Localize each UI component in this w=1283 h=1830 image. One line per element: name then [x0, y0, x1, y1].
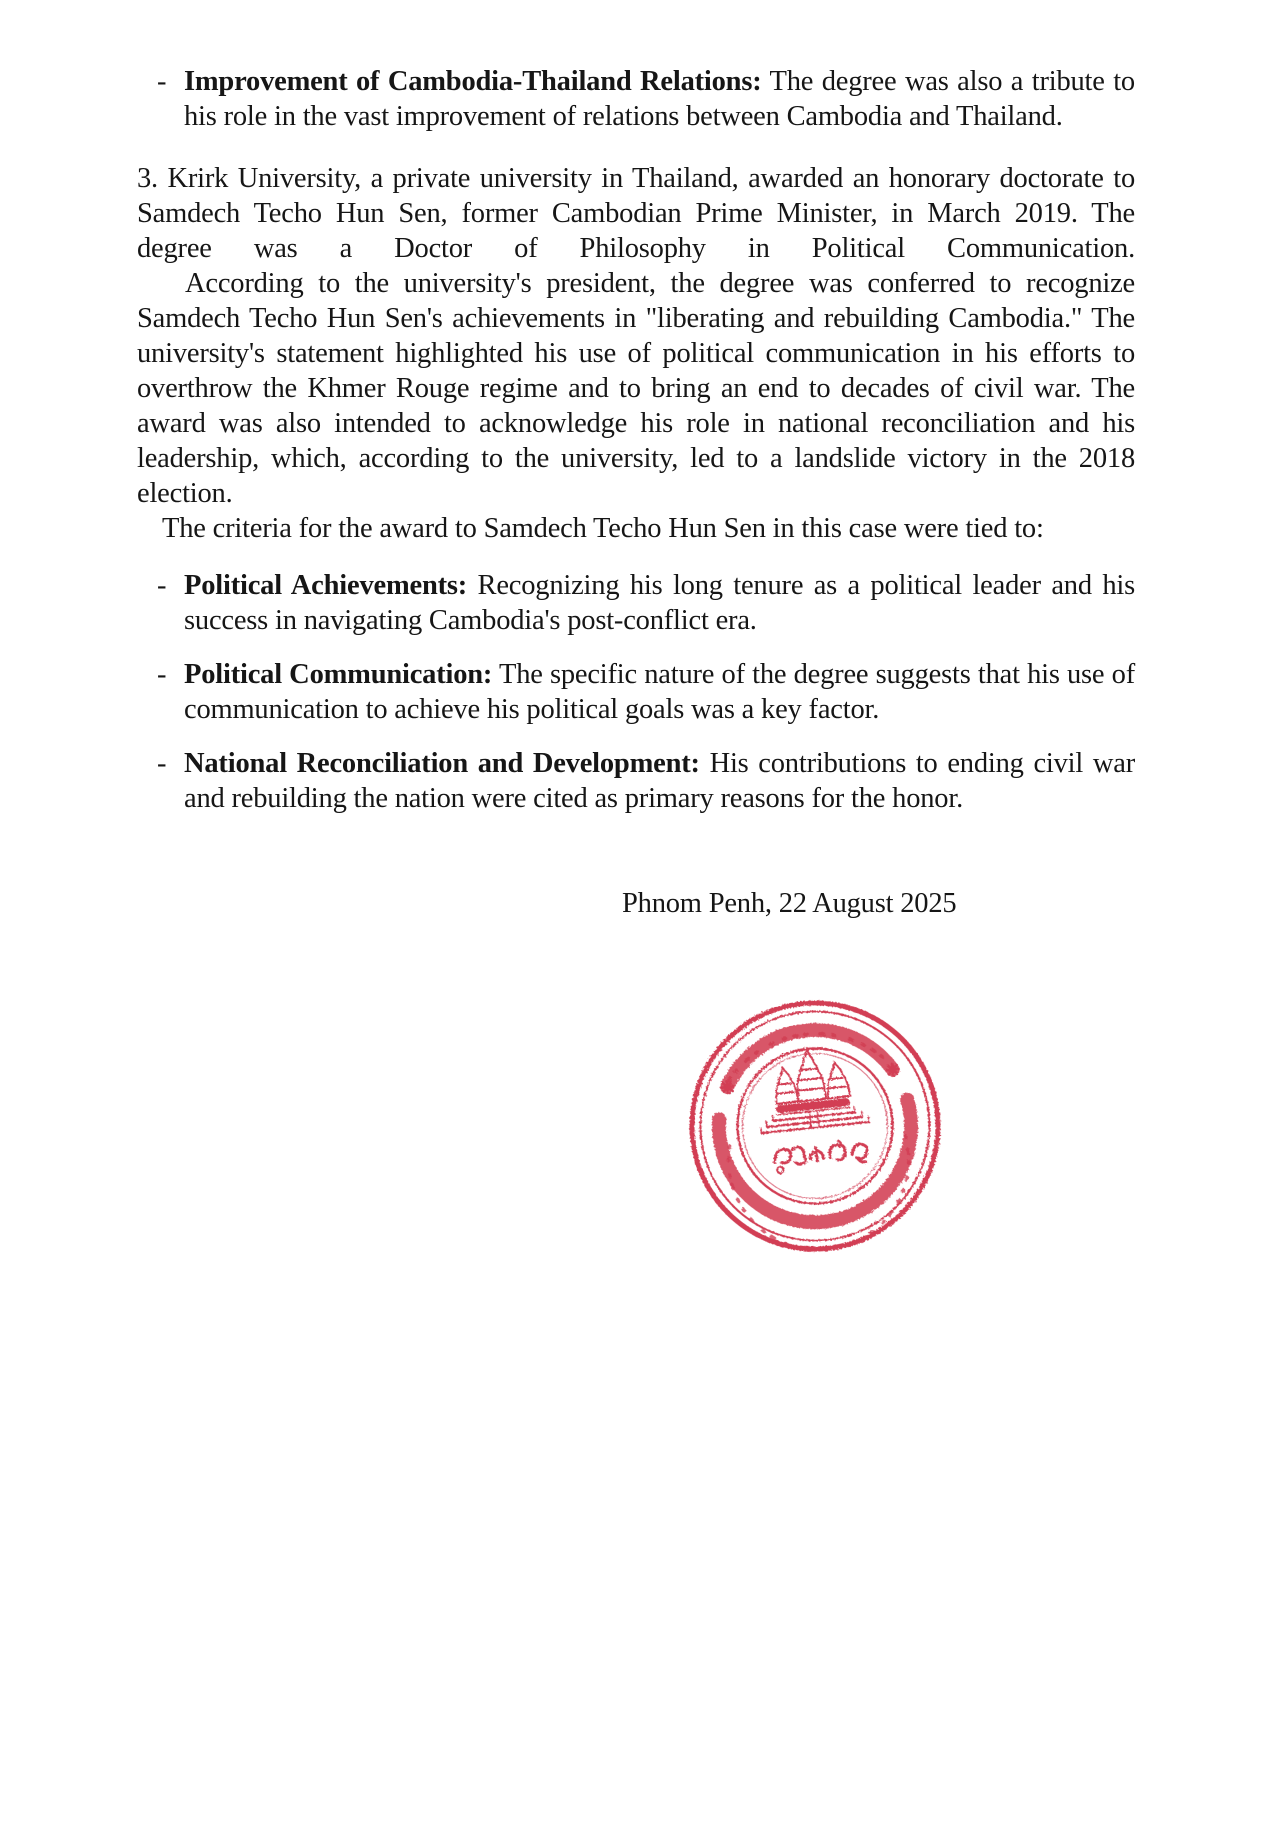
bullet-label: Improvement of Cambodia-Thailand Relations:	[184, 66, 762, 97]
dateline: Phnom Penh, 22 August 2025	[622, 888, 957, 919]
bullet-text	[184, 64, 1135, 134]
bullet-dash: -	[157, 66, 167, 97]
stamp-inner-ring	[730, 1041, 900, 1211]
criteria-bullet-list	[137, 568, 1135, 816]
stamp-top-arc-text	[722, 1022, 892, 1087]
list-item	[137, 657, 1135, 727]
bullet-dash: -	[157, 748, 167, 779]
document-body	[137, 64, 1135, 921]
bullet-body: Recognizing his long tenure as a political leader and his success in navigating Cambodia's post-conflict era.	[184, 570, 1135, 636]
stamp-center-khmer-text	[773, 1138, 869, 1174]
bullet-text	[184, 568, 1135, 638]
bullet-body: The degree was also a tribute to his role in the vast improvement of relations between Cambodia and Thailand.	[184, 66, 1135, 132]
bullet-text	[184, 657, 1135, 727]
bullet-body: His contributions to ending civil war and rebuilding the nation were cited as primary reasons for the honor.	[184, 748, 1135, 814]
bullet-body: The specific nature of the degree suggests that his use of communication to achieve his political goals was a key factor.	[184, 659, 1135, 725]
bullet-dash: -	[157, 570, 167, 601]
paragraph-krirk-university: 3. Krirk University, a private university in Thailand, awarded an honorary doctorate to Samdech Techo Hun Sen, former Cambodian Prime Minister, in March 2019. The degree was a Doctor of Philosophy in Political Communication.	[137, 163, 1135, 264]
list-item	[137, 568, 1135, 638]
angkor-wat-emblem	[753, 1044, 869, 1133]
bullet-label: Political Achievements:	[184, 570, 468, 601]
bullet-dash: -	[157, 659, 167, 690]
list-item	[137, 64, 1135, 134]
bullet-text	[184, 746, 1135, 816]
stamp-bottom-arc-text	[718, 1099, 924, 1259]
star-separator-right	[886, 1063, 899, 1076]
paragraph-according: According to the university's president, the degree was conferred to recognize Samdech Techo Hun Sen's achievements in "liberating and rebuilding Cambodia." The university's statement highlighted his use of political communication in his efforts to overthrow the Khmer Rouge regime and to bring an end to decades of civil war. The award was also intended to acknowledge his role in national reconciliation and his leadership, which, according to the university, led to a landslide victory in the 2018 election.	[137, 268, 1135, 509]
stamp-inner-thin-ring	[735, 1046, 894, 1205]
star-separator-left	[721, 1080, 734, 1093]
seal-graphic	[673, 984, 957, 1268]
stamp-outer-ring	[680, 991, 950, 1261]
bullet-label: National Reconciliation and Development:	[184, 748, 700, 779]
stamp-outer-inner-ring	[689, 1000, 941, 1252]
official-seal-stamp	[673, 984, 957, 1268]
top-bullet-list	[137, 64, 1135, 134]
bullet-label: Political Communication:	[184, 659, 493, 690]
paragraph-criteria-intro: The criteria for the award to Samdech Techo Hun Sen in this case were tied to:	[162, 513, 1044, 544]
list-item	[137, 746, 1135, 816]
